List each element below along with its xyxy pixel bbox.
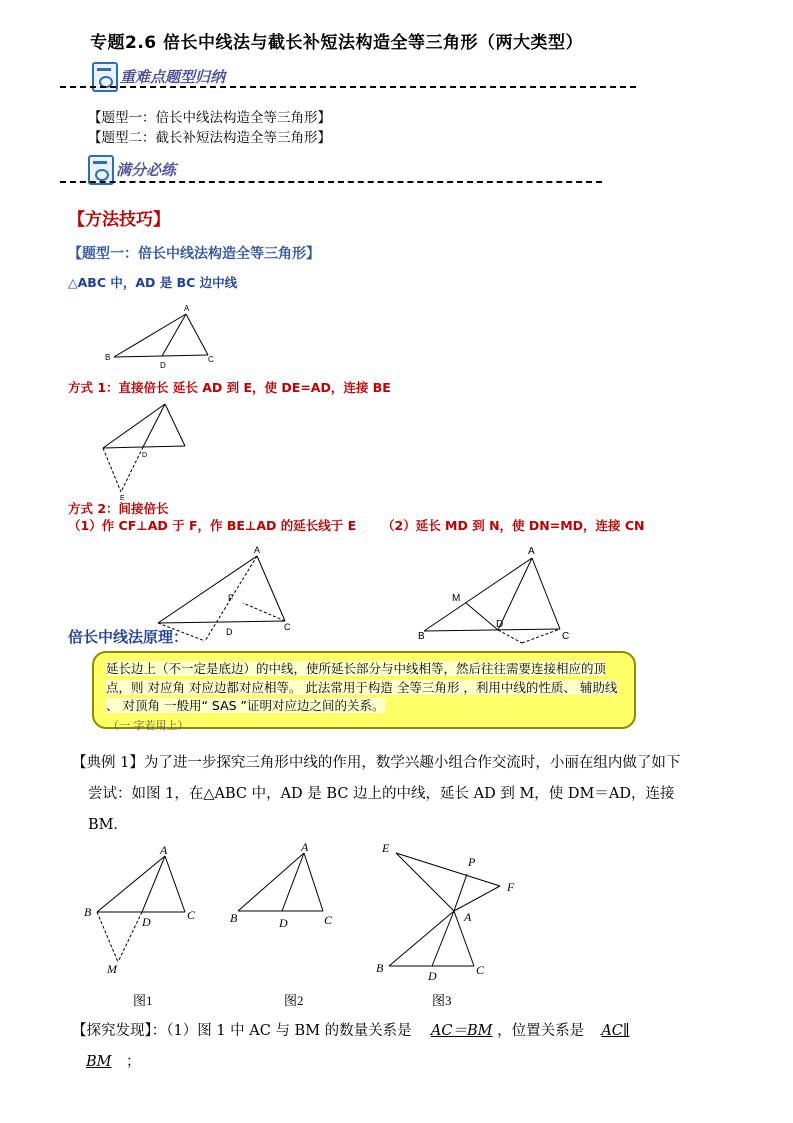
type-link-2[interactable]: 【题型二：截长补短法构造全等三角形】: [88, 130, 331, 146]
segment-de: [121, 447, 143, 492]
principle-body: 延长边上（不一定是底边）的中线，使所延长部分与中线相等，然后往往需要连接相应的顶点，则 对应角 对应边都对应相等。 此法常用于构造 全等三角形 ，利用中线的性质、 辅助线 、 对顶角 一般用“ SAS ”证明对应边之间的关系。: [106, 661, 618, 713]
explore-answer-1: AC＝BM: [430, 1023, 493, 1039]
point-label-c: C: [208, 355, 214, 364]
figure-1-caption: 图1: [133, 993, 153, 1008]
segment-ac: [165, 404, 185, 446]
figure-median: [100, 305, 230, 377]
type1-heading: 【题型一：倍长中线法构造全等三角形】: [68, 246, 320, 262]
figure-3: [370, 836, 530, 986]
segment-ac: [165, 856, 185, 912]
point-label-m: M: [452, 593, 461, 604]
principle-text: [106, 660, 622, 716]
example-line-1: 【典例 1】为了进一步探究三角形中线的作用，数学兴趣小组合作交流时，小丽在组内做了如下: [72, 755, 681, 771]
segment-ab: [114, 314, 186, 357]
segment-ad: [162, 314, 186, 356]
point-label-c: C: [284, 622, 291, 632]
explore-answer-2b: BM: [86, 1054, 112, 1070]
principle-title: 倍长中线法原理：: [68, 628, 189, 646]
divider: [60, 86, 636, 88]
point-label-b: B: [84, 905, 92, 919]
explore-line-2: [86, 1050, 141, 1071]
segment-ac: [532, 558, 560, 629]
type-link-1[interactable]: 【题型一：倍长中线法构造全等三角形】: [88, 110, 331, 126]
segment-be: [103, 448, 121, 492]
explore-answer-2a: AC∥: [601, 1023, 630, 1039]
segment-ef: [396, 853, 500, 886]
segment-ac: [186, 314, 208, 355]
point-label-a: A: [528, 546, 535, 557]
point-label-c: C: [187, 908, 196, 922]
page-title: 专题2.6 倍长中线法与截长补短法构造全等三角形（两大类型）: [90, 33, 584, 53]
figure-way1: [95, 398, 205, 503]
explore-prefix: 【探究发现】：（1）图 1 中 AC 与 BM 的数量关系是: [72, 1023, 412, 1039]
point-label-a: A: [301, 840, 309, 854]
way1-text: 方式 1：直接倍长 延长 AD 到 E，使 DE=AD，连接 BE: [68, 380, 391, 395]
segment-ab: [389, 911, 454, 966]
figure-way2-extend: [412, 543, 582, 648]
point-label-d: D: [142, 915, 151, 929]
point-label-b: B: [418, 631, 425, 642]
point-label-a: A: [184, 304, 190, 313]
segment-bc: [103, 446, 185, 448]
segment-ab: [97, 856, 165, 912]
point-label-b: B: [230, 911, 238, 925]
figure-2-caption: 图2: [284, 993, 304, 1008]
segment-ab: [424, 558, 532, 631]
method-heading: 【方法技巧】: [68, 210, 170, 230]
explore-middle: ，位置关系是: [497, 1023, 585, 1039]
figure-3-caption: 图3: [432, 993, 452, 1008]
section-banner-practice: [88, 155, 488, 189]
segment-ad: [432, 911, 454, 966]
point-label-d: D: [279, 916, 288, 930]
example-line-2: 尝试：如图 1，在△ABC 中，AD 是 BC 边上的中线，延长 AD 到 M，使 DM＝AD，连接: [88, 786, 675, 802]
explore-line: [72, 1019, 630, 1040]
explore-end: ；: [126, 1054, 141, 1070]
point-label-b: B: [105, 353, 111, 362]
point-label-m: M: [107, 962, 117, 976]
segment-ab: [103, 404, 165, 448]
point-label-c: C: [476, 963, 485, 977]
point-label-c: C: [324, 913, 333, 927]
intro-text: △ABC 中，AD 是 BC 边中线: [68, 275, 238, 290]
point-label-f: F: [507, 880, 515, 894]
section-label: 重难点题型归纳: [120, 68, 226, 86]
segment-bc: [158, 621, 285, 623]
segment-ab: [158, 556, 257, 623]
point-label-d: D: [142, 452, 148, 459]
principle-tail: [108, 717, 189, 725]
segment-bm: [97, 912, 118, 962]
segment-ac: [304, 853, 323, 911]
segment-bc: [114, 355, 208, 357]
segment-bc: [424, 629, 560, 631]
point-label-f: F: [228, 593, 234, 603]
point-label-d: D: [428, 969, 437, 983]
way2-text: 方式 2：间接倍长: [68, 501, 169, 516]
section-banner-key-types: [92, 62, 652, 96]
point-label-a: A: [160, 843, 168, 857]
segment-cn: [522, 629, 560, 643]
segment-ad: [282, 853, 304, 911]
segment-ab: [238, 853, 304, 911]
point-label-d: D: [226, 627, 233, 637]
segment-af: [454, 886, 500, 911]
point-label-d: D: [496, 619, 504, 630]
point-label-c: C: [562, 631, 570, 642]
point-label-e: E: [120, 495, 125, 502]
section-label: 满分必练: [116, 161, 177, 179]
point-label-b: B: [376, 961, 384, 975]
point-label-d: D: [160, 361, 166, 370]
figure-1: [80, 838, 210, 978]
figure-2: [225, 838, 345, 938]
point-label-a: A: [464, 910, 472, 924]
segment-dn: [498, 630, 522, 643]
segment-dm: [118, 912, 142, 962]
example-line-3: BM．: [88, 817, 129, 833]
point-label-e: E: [382, 841, 390, 855]
point-label-p: P: [468, 855, 476, 869]
point-label-a: A: [254, 545, 261, 555]
way2-sub1: （1）作 CF⊥AD 于 F，作 BE⊥AD 的延长线于 E: [68, 518, 357, 533]
segment-md: [466, 603, 498, 630]
segment-ad: [142, 856, 165, 912]
way2-sub2: （2）延长 MD 到 N，使 DN=MD，连接 CN: [382, 518, 645, 533]
divider: [60, 181, 602, 183]
segment-ad: [143, 404, 165, 447]
